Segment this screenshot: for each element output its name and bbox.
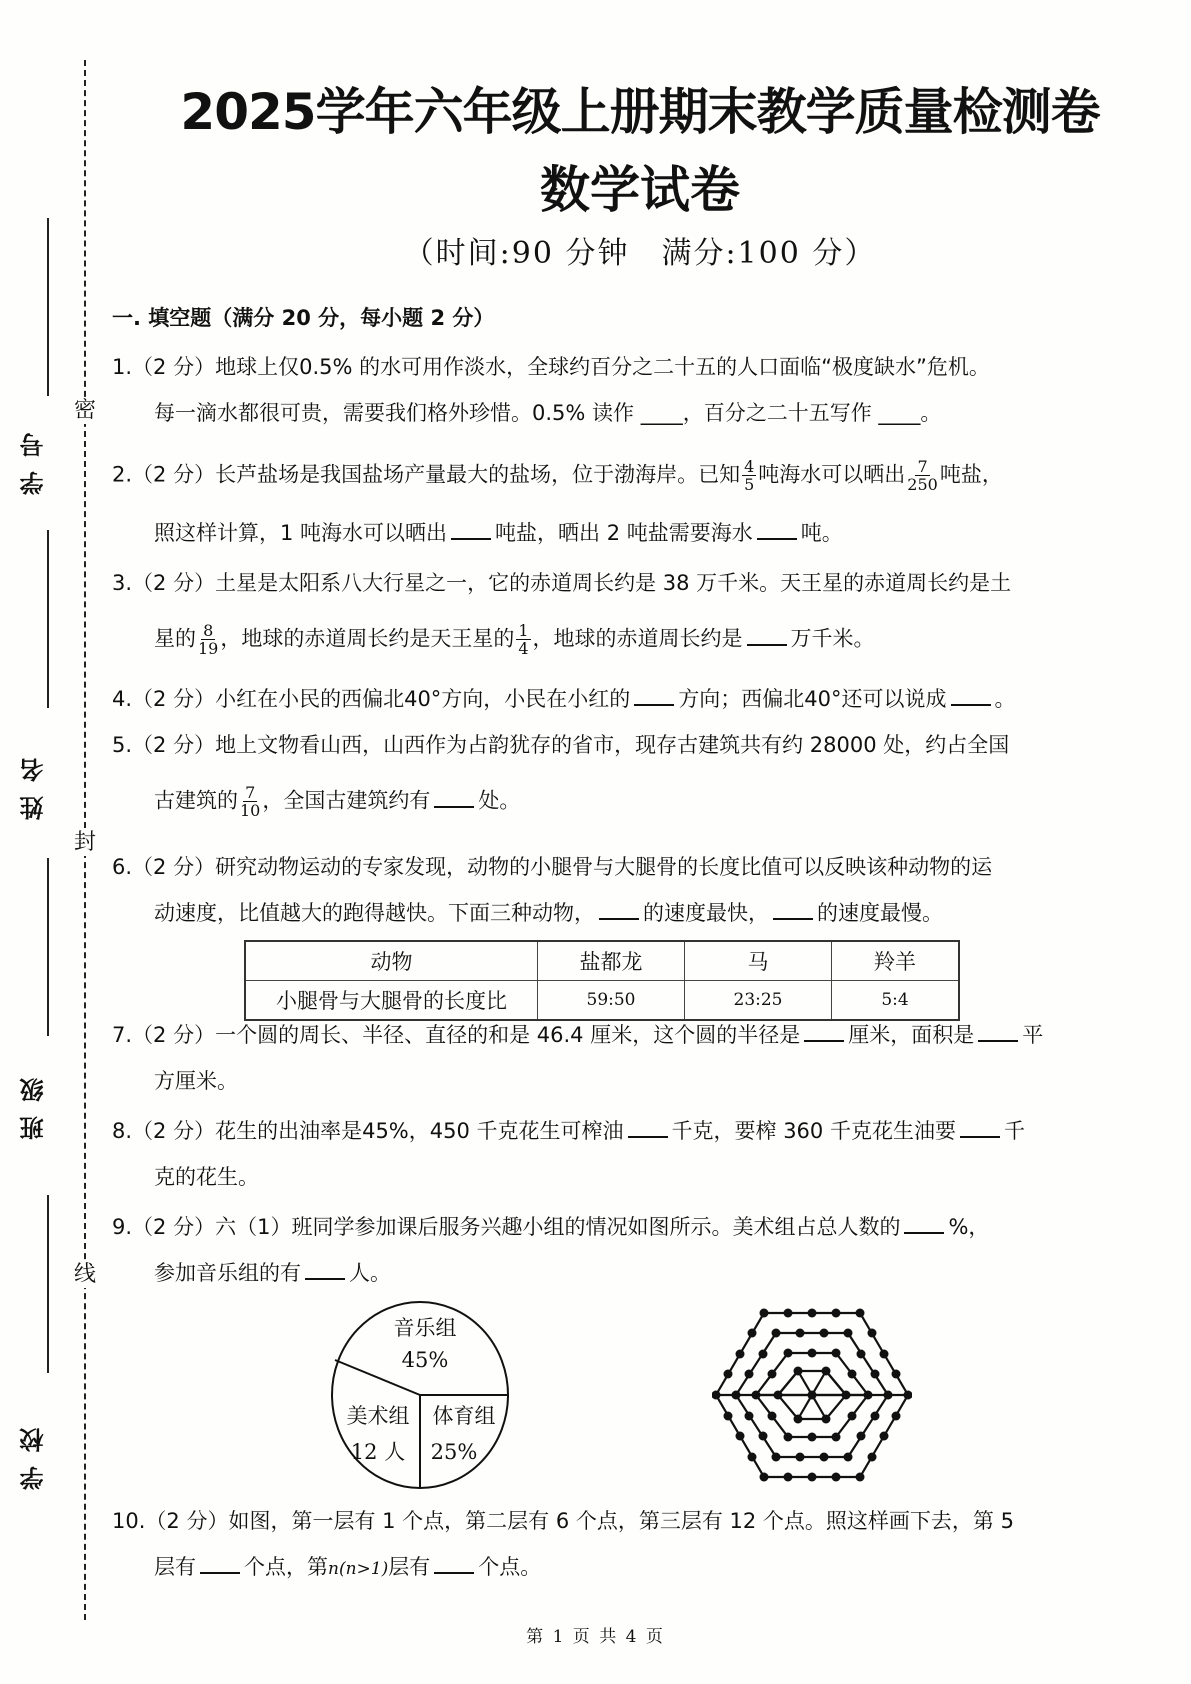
seal-char-mi: 密 [73,398,96,423]
seal-char-feng: 封 [73,830,96,855]
page-number: 第 1 页 共 4 页 [526,1627,665,1647]
pie-value-art: 12 人 [350,1440,406,1464]
question-3-line-2 [112,622,1132,657]
question-text: 吨海水可以晒出 [758,462,906,487]
question-text: 个点，第 [244,1555,328,1579]
question-text: ，地球的赤道周长约是 [532,626,743,651]
answer-blank[interactable] [804,1022,844,1042]
name-line[interactable] [47,530,49,708]
question-text: 厘米，面积是 [848,1023,975,1047]
exam-subject-title: 数学试卷 [540,161,740,219]
table-cell: 23:25 [685,981,832,1021]
pie-label-art: 美术组 [346,1404,410,1428]
variable-n: n(n>1) [328,1559,389,1579]
question-1 [112,352,1132,382]
question-text: ，全国古建筑约有 [262,788,431,813]
field-label-class: 班级 [19,1064,48,1140]
question-text: （2 分）如图，第一层有 1 个点，第二层有 6 个点，第三层有 12 个点。照这样画下去，第 5 [145,1509,1014,1533]
question-text: 平 [1022,1023,1044,1047]
answer-blank[interactable] [599,900,639,920]
question-text: 方向；西偏北40°还可以说成 [678,687,947,711]
question-9-line-2 [112,1258,1132,1288]
question-5-line-2 [112,784,1132,819]
answer-blank[interactable] [951,686,991,706]
table-cell: 小腿骨与大腿骨的长度比 [245,981,538,1021]
question-text: 吨盐，晒出 2 吨盐需要海水 [495,521,753,545]
question-text: （2 分）地球上仅0.5% 的水可用作淡水，全球约百分之二十五的人口面临“极度缺水”危机。 [132,355,990,379]
question-text: 每一滴水都很可贵，需要我们格外珍惜。0.5% 读作 ____，百分之二十五写作 ____。 [154,401,942,425]
field-label-name: 姓名 [19,744,48,820]
question-text: 克的花生。 [154,1165,259,1189]
answer-blank[interactable] [904,1214,944,1234]
question-text: 的速度最慢。 [817,901,943,925]
question-4 [112,684,1132,714]
table-header-cell: 盐都龙 [538,941,685,981]
question-number: 6. [112,855,133,879]
question-text: （2 分）地上文物看山西，山西作为占韵犹存的省市，现存古建筑共有约 28000 处，约占全国 [132,733,1010,757]
question-text: 万千米。 [790,626,875,651]
answer-blank[interactable] [747,626,787,646]
question-7-line-2 [112,1066,1132,1096]
question-6-line-2 [112,898,1132,928]
question-text: 人。 [349,1261,391,1285]
exam-time-score: （时间:90 分钟 满分:100 分） [403,236,877,271]
question-text: （2 分）花生的出油率是45%，450 千克花生可榨油 [132,1119,624,1143]
question-10 [112,1506,1132,1536]
question-text: 千克，要榨 360 千克花生油要 [671,1119,956,1143]
question-text: 。 [994,687,1016,711]
student-id-line[interactable] [47,218,49,396]
question-text: 个点。 [478,1555,542,1579]
question-1-line-2 [112,398,1132,428]
question-text: 的速度最快， [643,901,769,925]
question-text: 层有 [388,1555,431,1579]
fraction-8-19: $\frac{8}{19}$ [198,621,219,658]
question-6 [112,852,1132,882]
pie-label-pe: 体育组 [432,1404,496,1428]
school-line[interactable] [47,1195,49,1373]
table-header-row [245,941,959,981]
question-text: %， [948,1215,990,1239]
fraction-4-5: $\frac{4}{5}$ [744,457,755,494]
answer-blank[interactable] [434,1554,474,1574]
question-text: 处。 [478,788,521,813]
pie-label-music: 音乐组 [393,1316,457,1340]
exam-title: 2025学年六年级上册期末教学质量检测卷 [180,83,1100,141]
hexagon-dot-pattern-figure [712,1305,912,1485]
question-text: （2 分）长芦盐场是我国盐场产量最大的盐场，位于渤海岸。已知 [132,462,741,487]
question-text: 古建筑的 [154,788,238,813]
question-number: 8. [112,1119,133,1143]
answer-blank[interactable] [978,1022,1018,1042]
table-cell: 5:4 [832,981,960,1021]
question-8-line-2 [112,1162,1132,1192]
question-3 [112,568,1132,598]
answer-blank[interactable] [628,1118,668,1138]
question-8 [112,1116,1132,1146]
question-number: 2. [112,462,133,487]
answer-blank[interactable] [757,520,797,540]
answer-blank[interactable] [773,900,813,920]
question-2-line-2 [112,518,1132,548]
question-number: 1. [112,355,133,379]
table-cell: 59:50 [538,981,685,1021]
question-10-line-2 [112,1552,1132,1584]
question-text: （2 分）土星是太阳系八大行星之一，它的赤道周长约是 38 万千米。天王星的赤道周长约是土 [132,571,1012,595]
field-label-school: 学校 [19,1414,48,1490]
answer-blank[interactable] [434,788,474,808]
question-text: （2 分）一个圆的周长、半径、直径的和是 46.4 厘米，这个圆的半径是 [132,1023,801,1047]
question-text: 星的 [154,626,196,651]
bone-ratio-table [244,940,960,1021]
question-9 [112,1212,1132,1242]
answer-blank[interactable] [634,686,674,706]
class-line[interactable] [47,858,49,1036]
fraction-1-4: $\frac{1}{4}$ [518,621,529,658]
question-text: 方厘米。 [154,1069,238,1093]
question-number: 7. [112,1023,133,1047]
answer-blank[interactable] [451,520,491,540]
question-7 [112,1020,1132,1050]
question-number: 10. [112,1509,146,1533]
question-number: 5. [112,733,133,757]
question-2 [112,458,1132,493]
question-text: 吨盐， [939,462,1003,487]
question-text: 吨。 [800,521,843,545]
question-text: （2 分）研究动物运动的专家发现，动物的小腿骨与大腿骨的长度比值可以反映该种动物的运 [132,855,993,879]
seal-char-xian: 线 [73,1262,96,1287]
question-number: 9. [112,1215,133,1239]
section-title-fill-in: 一. 填空题（满分 20 分，每小题 2 分） [112,306,495,330]
pie-value-music: 45% [401,1348,449,1372]
table-header-cell: 马 [685,941,832,981]
question-text: 参加音乐组的有 [154,1261,301,1285]
pie-value-pe: 25% [430,1440,478,1464]
question-text: ，地球的赤道周长约是天王星的 [220,626,515,651]
table-header-cell: 动物 [245,941,538,981]
answer-blank[interactable] [305,1260,345,1280]
field-label-student-id: 学号 [19,419,48,495]
table-header-cell: 羚羊 [832,941,960,981]
answer-blank[interactable] [960,1118,1000,1138]
question-text: 千 [1003,1119,1025,1143]
question-text: （2 分）小红在小民的西偏北40°方向，小民在小红的 [132,687,631,711]
question-number: 3. [112,571,133,595]
table-row [245,981,959,1021]
answer-blank[interactable] [200,1554,240,1574]
question-text: 动速度，比值越大的跑得越快。下面三种动物， [154,901,595,925]
question-text: （2 分）六（1）班同学参加课后服务兴趣小组的情况如图所示。美术组占总人数的 [132,1215,901,1239]
fraction-7-10: $\frac{7}{10}$ [240,783,261,820]
question-number: 4. [112,687,133,711]
question-text: 照这样计算，1 吨海水可以晒出 [154,521,448,545]
question-5 [112,730,1132,760]
fraction-7-250: $\frac{7}{250}$ [907,457,938,494]
question-text: 层有 [154,1555,196,1579]
